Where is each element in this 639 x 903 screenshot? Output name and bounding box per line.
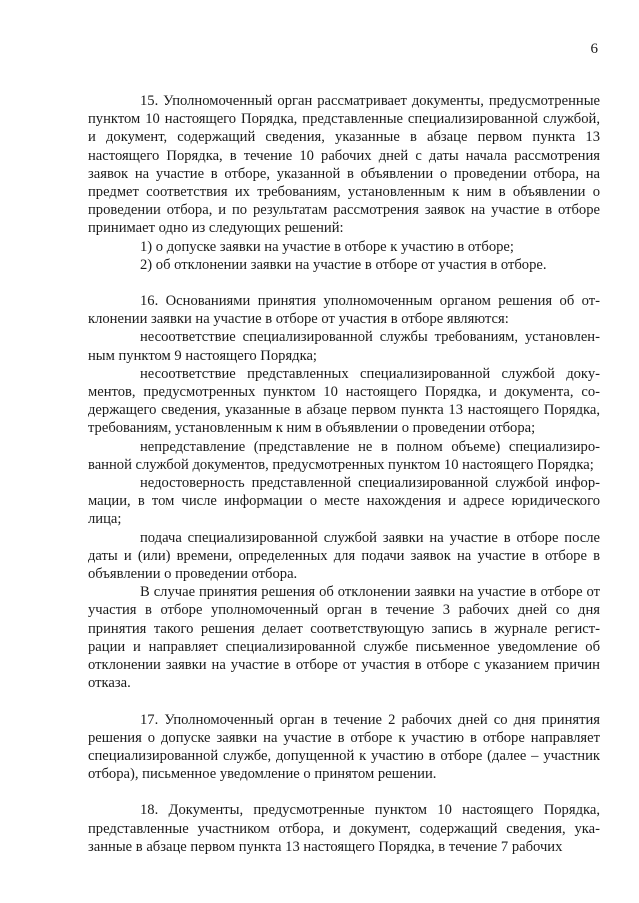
paragraph-16: 16. Основаниями принятия уполномоченным органом решения об отклонении заявки на участие в отборе от участия в отборе являются: (88, 293, 600, 328)
list-item-reject: 2) об отклонении заявки на участие в отборе от участия в отборе. (140, 256, 547, 273)
paragraph-18: 18. Документы, предусмотренные пунктом 10 настоящего Порядка, представленные участником отбора, и документ, содержащий сведения, указанные в абзаце первом пункта 13 настоящего Порядка, в течение 7 рабочих (88, 802, 600, 855)
rejection-reason-documents: несоответствие представленных специализированной службой документов, предусмотренных пунктом 10 настоящего Порядка, и документа, содержащего сведения, указанные в абзаце первом пункта 13 настоящего Порядка, требованиям, установленным к ним в объявлении о проведении отбора; (88, 365, 600, 437)
document-body (88, 92, 600, 856)
rejection-reason-late: подача специализированной службой заявки на участие в отборе после даты и (или) времени, определенных для подачи заявок на участие в отборе в объявлении о проведении отбора. (88, 529, 600, 583)
list-item-admit: 1) о допуске заявки на участие в отборе к участию в отборе; (140, 238, 514, 255)
rejection-reason-incomplete: непредставление (представление не в полном объеме) специализированной службой документов, предусмотренных пунктом 10 настоящего Порядка; (88, 438, 600, 473)
page-number: 6 (590, 41, 598, 57)
paragraph-15: 15. Уполномоченный орган рассматривает документы, предусмотренные пунктом 10 настоящего Порядка, представленные специализированной службой, и документ, содержащий сведения, указанные в абзаце первом пункта 13 настоящего Порядка, в течение 10 рабочих дней с даты начала рассмотрения заявок на участие в отборе, указанной в объявлении о проведении отбора, на предмет соответствия их требованиям, установленным к ним в объявлении о проведении отбора, и по результатам рассмотрения заявок на участие в отборе принимает одно из следующих решений: (88, 93, 600, 237)
paragraph-rejection-notice: В случае принятия решения об отклонении заявки на участие в отборе от участия в отборе уполномоченный орган в течение 3 рабочих дней со дня принятия такого решения делает соответствующую запись в журнале регистрации и направляет специализированной службе письменное уведомление об отклонении заявки на участие в отборе от участия в отборе с указанием причин отказа. (88, 584, 600, 692)
paragraph-17: 17. Уполномоченный орган в течение 2 рабочих дней со дня принятия решения о допуске заявки на участие в отборе к участию в отборе направляет специализированной службе, допущенной к участию в отборе (далее – участник отбора), письменное уведомление о принятом решении. (88, 711, 600, 783)
rejection-reason-requirements: несоответствие специализированной службы требованиям, установленным пунктом 9 настоящего Порядка; (88, 329, 600, 364)
rejection-reason-inaccuracy: недостоверность представленной специализированной службой информации, в том числе информации о месте нахождения и адресе юридического лица; (88, 475, 600, 528)
